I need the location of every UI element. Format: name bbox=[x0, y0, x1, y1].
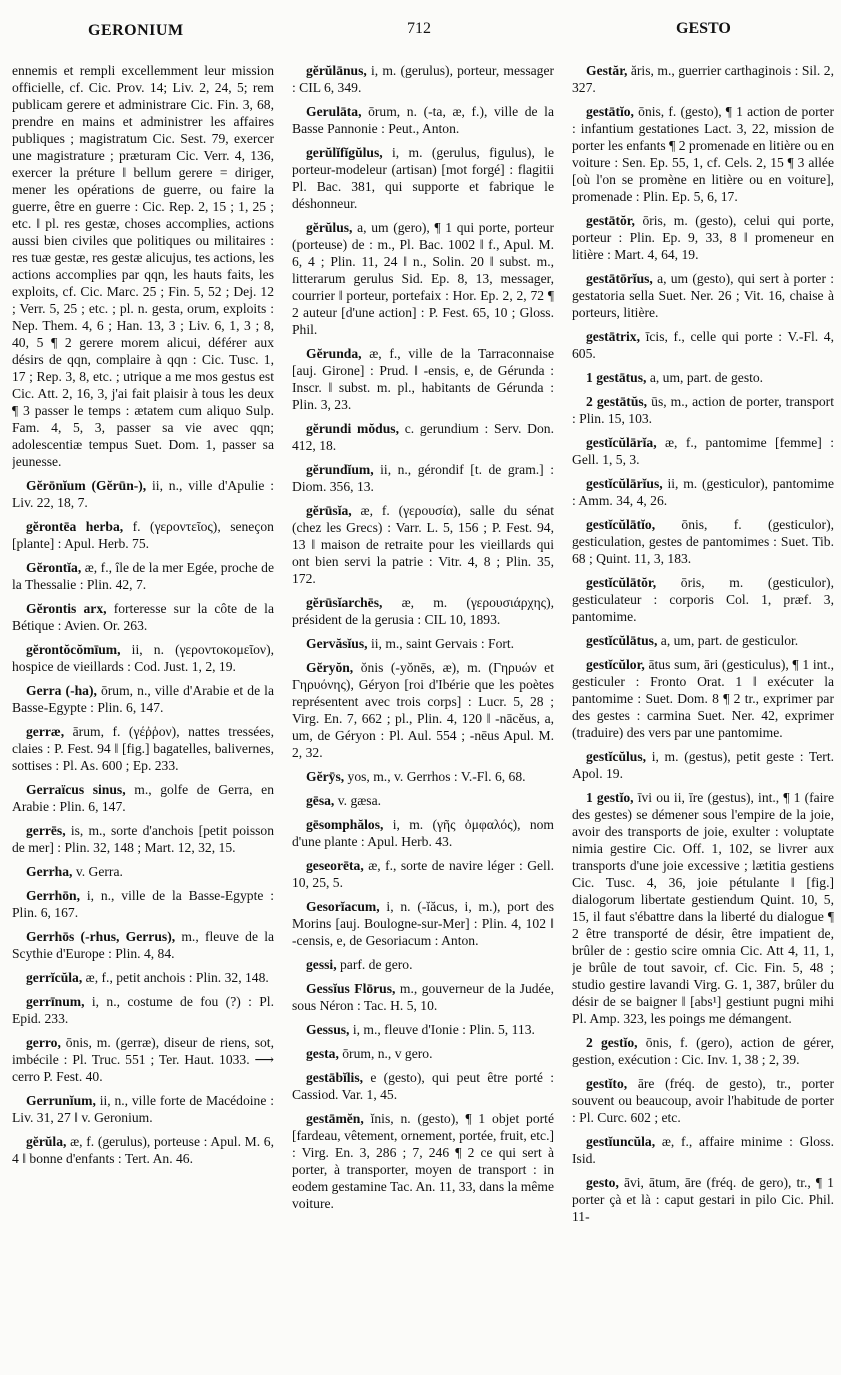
entry-definition: v. Gerra. bbox=[75, 864, 123, 879]
entry-headword: gestĭcŭlārĭus, bbox=[586, 476, 663, 491]
dictionary-entry bbox=[12, 559, 274, 593]
entry-headword: Gestăr, bbox=[586, 63, 628, 78]
dictionary-entry bbox=[292, 898, 554, 949]
dictionary-entry bbox=[292, 768, 554, 785]
entry-definition: ūs, m., action de porter, transport : Plin. 15, 103. bbox=[572, 394, 834, 426]
column-right bbox=[572, 62, 834, 1362]
entry-definition: ii, m. (gesticulor), pantomime : Amm. 34, 4, 26. bbox=[572, 476, 834, 508]
entry-headword: Gĕrȳs, bbox=[306, 769, 345, 784]
entry-headword: gesto, bbox=[586, 1175, 619, 1190]
entry-definition: æ, f. (γερουσία), salle du sénat (chez les Grecs) : Varr. L. 5, 156 ; P. Fest. 94, 13 ‖ maison de retraite pour les vieillards qui ont bien servi la patrie : Vitr. 4, 8 ; Plin. 35, 172. bbox=[292, 503, 554, 586]
dictionary-entry bbox=[292, 1110, 554, 1212]
entry-definition: æ, f. (gerulus), porteuse : Apul. M. 6, 4 ‖ bonne d'enfants : Tert. An. 46. bbox=[12, 1134, 274, 1166]
dictionary-entry bbox=[572, 103, 834, 205]
entry-definition: i, n., ville de la Basse-Egypte : Plin. 6, 167. bbox=[12, 888, 274, 920]
entry-definition: i, n., costume de fou (?) : Pl. Epid. 233. bbox=[12, 994, 274, 1026]
entry-headword: Gerrhōs (-rhus, Gerrus), bbox=[26, 929, 176, 944]
dictionary-entry bbox=[12, 1092, 274, 1126]
entry-headword: gerŭlĭfĭgŭlus, bbox=[306, 145, 383, 160]
dictionary-entry bbox=[292, 461, 554, 495]
entry-headword: Gerrha, bbox=[26, 864, 73, 879]
entry-headword: Gerrunĭum, bbox=[26, 1093, 96, 1108]
dictionary-entry bbox=[292, 1045, 554, 1062]
entry-headword: gēsomphălos, bbox=[306, 817, 384, 832]
entry-definition: ii, n. (γεροντοκομεῖον), hospice de vieillards : Cod. Just. 1, 2, 19. bbox=[12, 642, 274, 674]
entry-definition: is, m., sorte d'anchois [petit poisson de mer] : Plin. 32, 148 ; Mart. 12, 32, 15. bbox=[12, 823, 274, 855]
entry-headword: gestāmĕn, bbox=[306, 1111, 364, 1126]
entry-definition: m., fleuve de la Scythie d'Europe : Plin. 4, 84. bbox=[12, 929, 274, 961]
dictionary-entry bbox=[292, 792, 554, 809]
entry-definition: ii, n., ville d'Apulie : Liv. 22, 18, 7. bbox=[12, 478, 274, 510]
dictionary-entry bbox=[572, 1075, 834, 1126]
entry-definition: yos, m., v. Gerrhos : V.-Fl. 6, 68. bbox=[347, 769, 526, 784]
entry-headword: Gĕryŏn, bbox=[306, 660, 354, 675]
dictionary-entry bbox=[292, 420, 554, 454]
entry-definition: ārum, f. (γέῤῥον), nattes tressées, claies : P. Fest. 94 ‖ [fig.] bagatelles, balivernes, sottises : Pl. As. 600 ; Ep. 233. bbox=[12, 724, 274, 773]
dictionary-entry bbox=[12, 477, 274, 511]
dictionary-entry bbox=[292, 144, 554, 212]
entry-headword: gerrĭcŭla, bbox=[26, 970, 83, 985]
entry-headword: gestātĭo, bbox=[586, 104, 634, 119]
dictionary-entry bbox=[572, 62, 834, 96]
entry-definition: ennemis et rempli excellemment leur mission officielle, cf. Cic. Prov. 14; Liv. 2, 24, 5; rem publicam gerere et administrare Cic. Fin. 3, 68, prendre en mains et administrer les affaires publiques ; magistratum Cic. Sest. 79, exercer une magistrature ; præturam Cic. Verr. 4, 136, exercer la préture ‖ bellum gerere = diriger, mener les opérations de guerre, ou faire la guerre, être en guerre : Cic. Rep. 2, 15 ; 1, 25 ; etc. ‖ pl. res gestæ, choses accomplies, actions aussi bien civiles que politiques ou militaires : res tuæ gestæ, res gestæ alicujus, tes actions, les actions accomplies par qqn, les hauts faits, les exploits, cf. Cic. Marc. 25 ; Fin. 5, 52 ; Dej. 12 ; Verr. 5, 25 ; etc. ; pl. n. gesta, orum, exploits : Nep. Them. 4, 6 ; Han. 13, 3 ; Liv. 6, 1, 3 ; 8, 40, 5 ¶ 2 gerere morem alicui, déférer aux désirs de qqn, complaire à qqn : Cic. Tusc. 1, 17 ; Rep. 3, 8, etc. ; utrique a me mos gestus est Cic. Att. 2, 16, 3, j'ai fait plaisir à tous les deux ¶ 3 passer le temps : ætatem cum aliquo Sulp. Fam. 4, 5, 3, passer sa vie avec qqn; adolescentiæ tempus Suet. Dom. 1, passer sa jeunesse. bbox=[12, 63, 274, 469]
dictionary-entry bbox=[292, 956, 554, 973]
entry-headword: 1 gestĭo, bbox=[586, 790, 634, 805]
entry-definition: ōrum, n. (-ta, æ, f.), ville de la Basse Pannonie : Peut., Anton. bbox=[292, 104, 554, 136]
entry-definition: ii, n., gérondif [t. de gram.] : Diom. 356, 13. bbox=[292, 462, 554, 494]
entry-headword: gĕrūsĭarchēs, bbox=[306, 595, 383, 610]
entry-headword: gestĭcŭlātŏr, bbox=[586, 575, 657, 590]
entry-definition: æ, f., petit anchois : Plin. 32, 148. bbox=[85, 970, 269, 985]
entry-headword: gestābĭlis, bbox=[306, 1070, 364, 1085]
entry-headword: gerrēs, bbox=[26, 823, 66, 838]
entry-headword: Gĕrōnĭum (Gĕrūn-), bbox=[26, 478, 147, 493]
dictionary-entry bbox=[572, 748, 834, 782]
entry-headword: gerro, bbox=[26, 1035, 61, 1050]
dictionary-entry bbox=[292, 980, 554, 1014]
dictionary-entry bbox=[12, 928, 274, 962]
entry-definition: a, um, part. de gesto. bbox=[649, 370, 764, 385]
dictionary-entry bbox=[572, 632, 834, 649]
dictionary-entry bbox=[572, 212, 834, 263]
entry-definition: i, m. (gerulus), porteur, messager : CIL 6, 349. bbox=[292, 63, 554, 95]
dictionary-entry bbox=[292, 103, 554, 137]
entry-definition: ōnis, f. (gesto), ¶ 1 action de porter : infantium gestationes Lact. 3, 22, mission de porter les enfants ¶ 2 promenade en litière ou en voiture : Sen. Ep. 55, 1, cf. Cels. 2, 15 ¶ 3 allée [où l'on se promène en litière ou en voiture], promenade : Plin. Ep. 5, 6, 17. bbox=[572, 104, 834, 204]
entry-definition: æ, f., île de la mer Egée, proche de la Thessalie : Plin. 42, 7. bbox=[12, 560, 274, 592]
entry-definition: a, um (gesto), qui sert à porter : gestatoria sella Suet. Ner. 26 ; Vit. 16, chaise à porteurs, litière. bbox=[572, 271, 834, 320]
dictionary-entry bbox=[572, 789, 834, 1027]
dictionary-entry bbox=[292, 1021, 554, 1038]
dictionary-entry bbox=[12, 600, 274, 634]
dictionary-entry bbox=[12, 641, 274, 675]
entry-headword: gestĭcŭlātus, bbox=[586, 633, 658, 648]
entry-definition: forteresse sur la côte de la Bétique : Avien. Or. 263. bbox=[12, 601, 274, 633]
text-columns bbox=[12, 62, 834, 1362]
entry-headword: 2 gestĭo, bbox=[586, 1035, 638, 1050]
dictionary-entry bbox=[12, 863, 274, 880]
entry-definition: v. gæsa. bbox=[337, 793, 382, 808]
entry-definition: f. (γεροντεῖος), seneçon [plante] : Apul. Herb. 75. bbox=[12, 519, 274, 551]
running-head-right: GESTO bbox=[676, 20, 731, 37]
entry-definition: æ, f., affaire minime : Gloss. Isid. bbox=[572, 1134, 834, 1166]
entry-headword: 1 gestātus, bbox=[586, 370, 647, 385]
dictionary-entry bbox=[572, 516, 834, 567]
dictionary-entry bbox=[292, 635, 554, 652]
dictionary-entry bbox=[292, 62, 554, 96]
dictionary-entry bbox=[572, 369, 834, 386]
entry-definition: īcis, f., celle qui porte : V.-Fl. 4, 605. bbox=[572, 329, 834, 361]
entry-definition: i, m. (γῆς ὀμφαλός), nom d'une plante : Apul. Herb. 43. bbox=[292, 817, 554, 849]
entry-headword: gestĭuncŭla, bbox=[586, 1134, 656, 1149]
entry-headword: Gesorĭacum, bbox=[306, 899, 380, 914]
page-header bbox=[12, 0, 831, 56]
entry-headword: Gessus, bbox=[306, 1022, 350, 1037]
entry-definition: ii, m., saint Gervais : Fort. bbox=[370, 636, 515, 651]
entry-definition: i, m. (gerulus, figulus), le porteur-modeleur (artisan) [mot forgé] : flagitii Pl. Bac. 381, qui supporte et fabrique le déshonneur. bbox=[292, 145, 554, 211]
entry-headword: geseorēta, bbox=[306, 858, 364, 873]
column-middle bbox=[292, 62, 554, 1362]
entry-definition: æ, f., pantomime [femme] : Gell. 1, 5, 3. bbox=[572, 435, 834, 467]
entry-headword: gessi, bbox=[306, 957, 337, 972]
entry-headword: gestĭcŭlārĭa, bbox=[586, 435, 657, 450]
entry-headword: gerrīnum, bbox=[26, 994, 85, 1009]
entry-definition: ōris, m. (gesto), celui qui porte, porteur : Plin. Ep. 9, 33, 8 ‖ promeneur en litière : Mart. 4, 64, 19. bbox=[572, 213, 834, 262]
entry-headword: 2 gestātŭs, bbox=[586, 394, 648, 409]
entry-headword: Gessĭus Flōrus, bbox=[306, 981, 396, 996]
entry-definition: ōrum, n., ville d'Arabie et de la Basse-Egypte : Plin. 6, 147. bbox=[12, 683, 274, 715]
entry-definition: m., golfe de Gerra, en Arabie : Plin. 6, 147. bbox=[12, 782, 274, 814]
dictionary-entry bbox=[572, 1174, 834, 1225]
entry-headword: gĕrŭlus, bbox=[306, 220, 353, 235]
entry-headword: gestĭcŭlus, bbox=[586, 749, 647, 764]
entry-definition: a, um, part. de gesticulor. bbox=[660, 633, 799, 648]
entry-definition: ātus sum, āri (gesticulus), ¶ 1 int., gesticuler : Fronto Orat. 1 ‖ exécuter la pantomime : Suet. Dom. 8 ¶ 2 tr., exprimer par des gestes : carmina Suet. Ner. 42, exprimer (traduire) des vers par une pantomime. bbox=[572, 657, 834, 740]
dictionary-entry bbox=[12, 822, 274, 856]
entry-definition: æ, m. (γερουσιάρχης), président de la gerusia : CIL 10, 1893. bbox=[292, 595, 554, 627]
entry-definition: e (gesto), qui peut être porté : Cassiod. Var. 1, 45. bbox=[292, 1070, 554, 1102]
dictionary-entry bbox=[292, 816, 554, 850]
entry-definition: ii, n., ville forte de Macédoine : Liv. 31, 27 ‖ v. Geronium. bbox=[12, 1093, 274, 1125]
entry-headword: gĕrūsĭa, bbox=[306, 503, 352, 518]
entry-headword: gestĭcŭlātĭo, bbox=[586, 517, 656, 532]
entry-headword: gesta, bbox=[306, 1046, 339, 1061]
dictionary-entry bbox=[12, 969, 274, 986]
entry-headword: gĕrundĭum, bbox=[306, 462, 374, 477]
entry-headword: Gerraïcus sinus, bbox=[26, 782, 126, 797]
dictionary-entry bbox=[572, 328, 834, 362]
entry-definition: m., gouverneur de la Judée, sous Néron : Tac. H. 5, 10. bbox=[292, 981, 554, 1013]
dictionary-entry bbox=[292, 857, 554, 891]
entry-headword: gestātŏr, bbox=[586, 213, 635, 228]
entry-headword: gĕrŭlānus, bbox=[306, 63, 367, 78]
entry-definition: ŏnis (-yŏnēs, æ), m. (Γηρυών et Γηρυόνης), Géryon [roi d'Ibérie que les poètes représentent avec trois corps] : Lucr. 5, 28 ; Virg. En. 7, 662 ; pl., Plin. 4, 120 ‖ -nācĕus, a, um, de Géryon : Pl. Aul. 554 ; -nēus Apul. M. 2, 32. bbox=[292, 660, 554, 760]
entry-definition: i, m. (gestus), petit geste : Tert. Apol. 19. bbox=[572, 749, 834, 781]
entry-definition: æ, f., sorte de navire léger : Gell. 10, 25, 5. bbox=[292, 858, 554, 890]
entry-headword: gestĭto, bbox=[586, 1076, 628, 1091]
entry-definition: ōrum, n., v gero. bbox=[342, 1046, 433, 1061]
entry-headword: gēsa, bbox=[306, 793, 335, 808]
dictionary-entry bbox=[572, 574, 834, 625]
entry-headword: Gĕrontis arx, bbox=[26, 601, 107, 616]
page-number: 712 bbox=[407, 20, 431, 37]
entry-definition: ăris, m., guerrier carthaginois : Sil. 2, 327. bbox=[572, 63, 834, 95]
dictionary-entry bbox=[12, 1133, 274, 1167]
entry-definition: ōris, m. (gesticulor), gesticulateur : corporis Col. 1, præf. 3, pantomime. bbox=[572, 575, 834, 624]
running-head-left: GERONIUM bbox=[88, 22, 184, 39]
dictionary-entry bbox=[12, 518, 274, 552]
entry-headword: gerræ, bbox=[26, 724, 65, 739]
entry-definition: c. gerundium : Serv. Don. 412, 18. bbox=[292, 421, 554, 453]
entry-headword: gĕrŭla, bbox=[26, 1134, 67, 1149]
entry-headword: gĕrontēa herba, bbox=[26, 519, 124, 534]
dictionary-entry bbox=[292, 345, 554, 413]
dictionary-entry bbox=[572, 270, 834, 321]
entry-definition: ōnis, m. (gerræ), diseur de riens, sot, imbécile : Pl. Truc. 551 ; Ter. Haut. 1033. ⟶ cerro P. Fest. 40. bbox=[12, 1035, 274, 1084]
dictionary-entry bbox=[12, 887, 274, 921]
dictionary-entry bbox=[12, 781, 274, 815]
dictionary-entry bbox=[292, 502, 554, 587]
entry-definition: i, n. (-ĭăcus, i, m.), port des Morins [auj. Boulogne-sur-Mer] : Plin. 4, 102 ‖ -censis, e, de Gesoriacum : Anton. bbox=[292, 899, 554, 948]
entry-headword: gĕrundi mŏdus, bbox=[306, 421, 399, 436]
entry-headword: Gervăsĭus, bbox=[306, 636, 368, 651]
entry-definition: īvi ou ii, īre (gestus), int., ¶ 1 (faire des gestes) se démener sous l'empire de la joie, avoir des transports de joie, exulter : voluptate nimia gestire Cic. Off. 1, 102, se livrer aux transports d'une joie excessive ; lætitia gestiens Cic. Tusc. 4, 36, joie pétulante ‖ [fig.] dialogorum libertate gestiendum Quint. 10, 5, 15, il faut s'ébattre dans la liberté du dialogue ¶ 2 être transporté de désir, être impatient de, brûler de : gestio scire omnia Cic. Att 4, 11, 1, je brûle de tout savoir, cf. Cic. Fin. 5, 48 ; studio gestire lavandi Virg. G. 1, 387, brûler du désir de se baigner ‖ [abs¹] gestiunt pugni mihi Pl. Amp. 323, les poings me démangent. bbox=[572, 790, 834, 1026]
dictionary-entry bbox=[292, 594, 554, 628]
entry-definition: ōnis, f. (gesticulor), gesticulation, gestes de pantomimes : Suet. Tib. 68 ; Quint. 11, 3, 183. bbox=[572, 517, 834, 566]
dictionary-entry bbox=[572, 434, 834, 468]
entry-headword: Gĕrunda, bbox=[306, 346, 362, 361]
entry-headword: Gerrhōn, bbox=[26, 888, 80, 903]
dictionary-entry bbox=[292, 219, 554, 338]
entry-definition: parf. de gero. bbox=[340, 957, 413, 972]
entry-definition: āvi, ātum, āre (fréq. de gero), tr., ¶ 1 porter çà et là : caput gestari in pilo Cic. Phil. 11- bbox=[572, 1175, 834, 1224]
dictionary-entry bbox=[12, 723, 274, 774]
dictionary-entry bbox=[12, 682, 274, 716]
dictionary-entry bbox=[292, 1069, 554, 1103]
entry-headword: gestātrix, bbox=[586, 329, 640, 344]
entry-definition: æ, f., ville de la Tarraconnaise [auj. Girone] : Prud. ‖ -ensis, e, de Gérunda : Inscr. ‖ subst. m. pl., habitants de Gérunda : Plin. 3, 23. bbox=[292, 346, 554, 412]
dictionary-entry bbox=[292, 659, 554, 761]
entry-headword: Gerulāta, bbox=[306, 104, 362, 119]
entry-headword: Gerra (-ha), bbox=[26, 683, 97, 698]
entry-headword: gestātōrĭus, bbox=[586, 271, 653, 286]
dictionary-entry bbox=[12, 993, 274, 1027]
dictionary-entry bbox=[12, 1034, 274, 1085]
entry-definition: ĭnis, n. (gesto), ¶ 1 objet porté [fardeau, vêtement, ornement, portée, fruit, etc.] : Virg. En. 3, 286 ; 7, 246 ¶ 2 ce qui sert à porter, à transporter, moyen de transport : in eodem gestamine Tac. An. 11, 33, dans la même voiture. bbox=[292, 1111, 554, 1211]
entry-headword: Gĕrontĭa, bbox=[26, 560, 82, 575]
dictionary-entry bbox=[12, 62, 274, 470]
dictionary-entry bbox=[572, 475, 834, 509]
dictionary-entry bbox=[572, 1034, 834, 1068]
entry-definition: i, m., fleuve d'Ionie : Plin. 5, 113. bbox=[352, 1022, 535, 1037]
entry-headword: gestĭcŭlor, bbox=[586, 657, 645, 672]
dictionary-entry bbox=[572, 1133, 834, 1167]
dictionary-entry bbox=[572, 393, 834, 427]
entry-headword: gĕrontŏcŏmīum, bbox=[26, 642, 121, 657]
dictionary-entry bbox=[572, 656, 834, 741]
column-left bbox=[12, 62, 274, 1362]
entry-definition: āre (fréq. de gesto), tr., porter souvent ou beaucoup, avoir l'habitude de porter : Pl. Curc. 602 ; etc. bbox=[572, 1076, 834, 1125]
entry-definition: ōnis, f. (gero), action de gérer, gestion, exécution : Cic. Inv. 1, 38 ; 2, 39. bbox=[572, 1035, 834, 1067]
entry-definition: a, um (gero), ¶ 1 qui porte, porteur (porteuse) de : m., Pl. Bac. 1002 ‖ f., Apul. M. 6, 4 ; Plin. 11, 24 ‖ n., Solin. 20 ‖ subst. m., litterarum gerulus Sid. Ep. 8, 13, messager, courrier ‖ porteur, portefaix : Hor. Ep. 2, 2, 72 ¶ 2 auteur [d'une action] : P. Fest. 65, 10 ; Gloss. Phil. bbox=[292, 220, 554, 337]
